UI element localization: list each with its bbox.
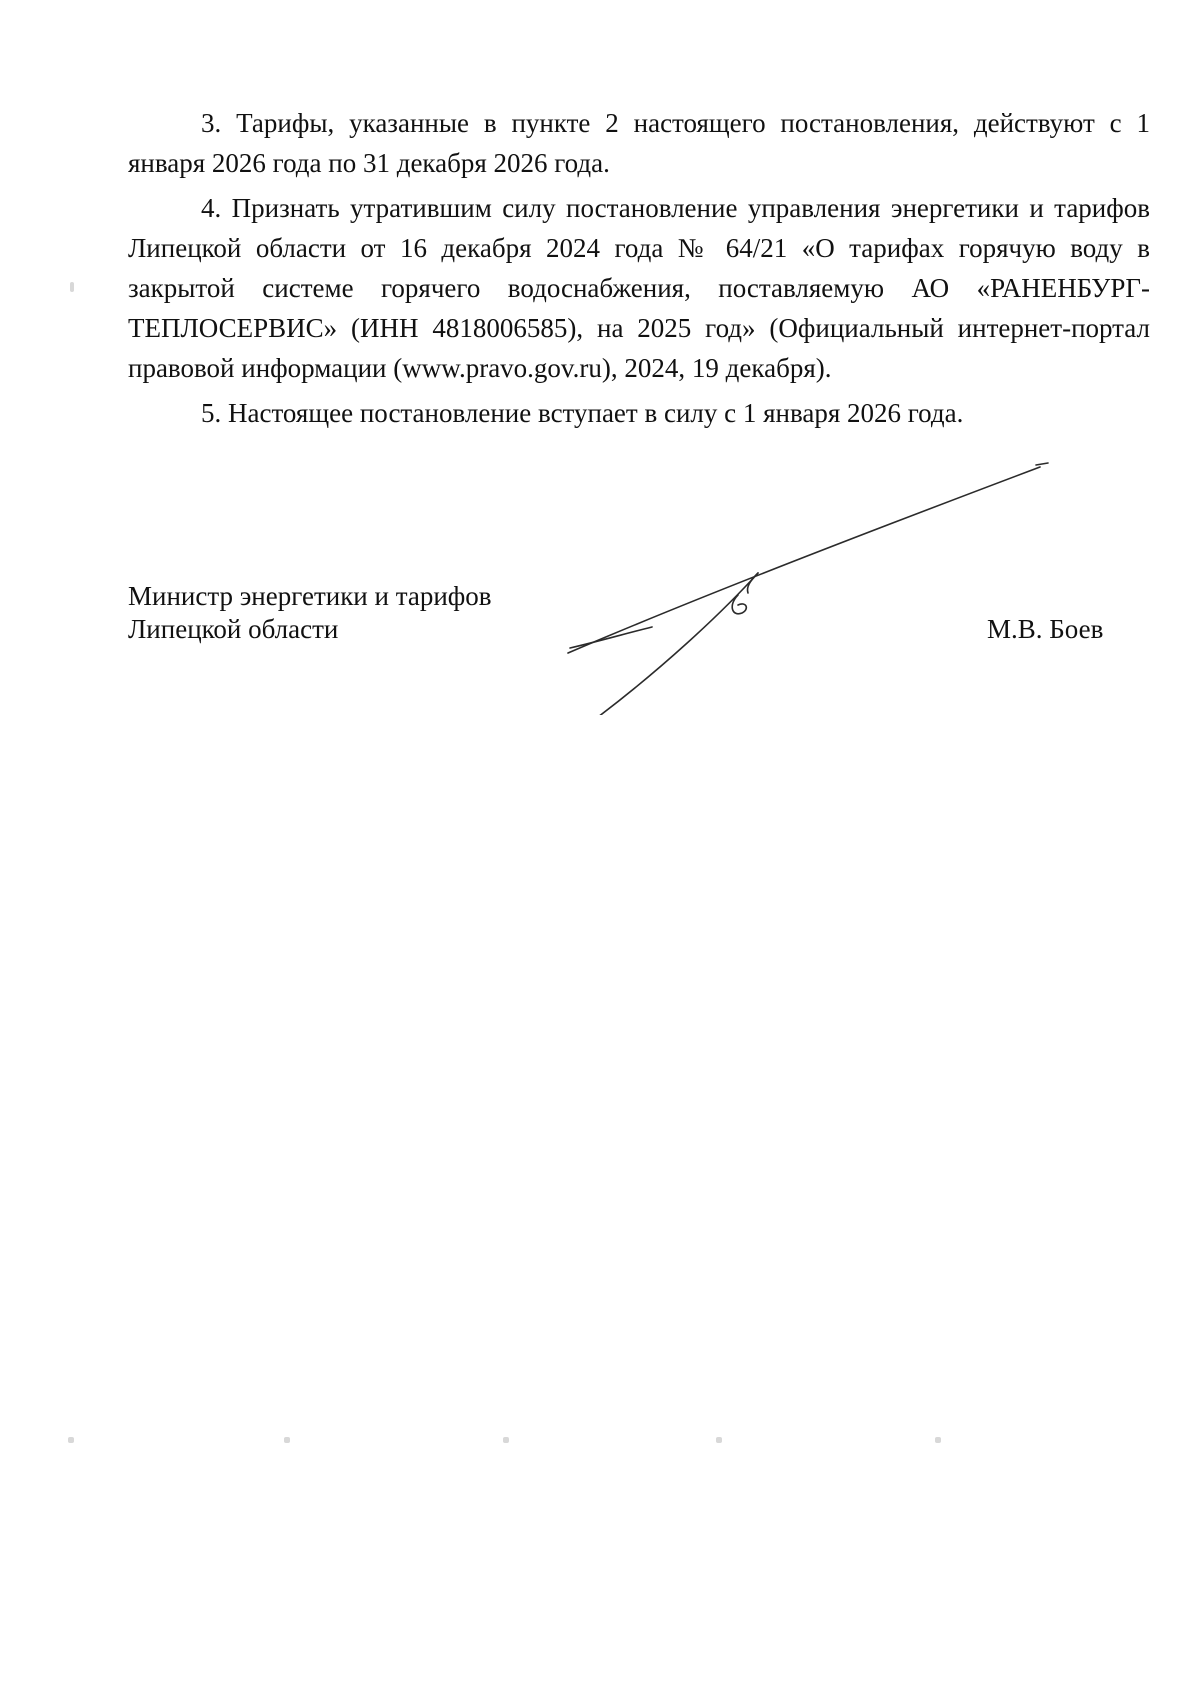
scan-speck bbox=[935, 1437, 941, 1443]
handwritten-signature bbox=[560, 455, 1050, 715]
paragraph-5: 5. Настоящее постановление вступает в силу с 1 января 2026 года. bbox=[201, 398, 964, 428]
scan-speck bbox=[716, 1437, 722, 1443]
scan-speck bbox=[503, 1437, 509, 1443]
scan-speck bbox=[284, 1437, 290, 1443]
signatory-title bbox=[128, 580, 492, 646]
signatory-title-line1: Министр энергетики и тарифов bbox=[128, 581, 492, 611]
document-body bbox=[128, 103, 1150, 438]
paragraph-3: 3. Тарифы, указанные в пункте 2 настоящего постановления, действуют с 1 января 2026 года по 31 декабря 2026 года. bbox=[128, 108, 1150, 178]
signatory-name: М.В. Боев bbox=[987, 614, 1104, 644]
scan-speck bbox=[68, 1437, 74, 1443]
signatory-title-line2: Липецкой области bbox=[128, 614, 339, 644]
scan-speck bbox=[70, 282, 74, 292]
paragraph-4: 4. Признать утратившим силу постановление управления энергетики и тарифов Липецкой области от 16 декабря 2024 года № 64/21 «О тарифах горячую воду в закрытой системе горячего водоснабжения, поставляемую АО «РАНЕНБУРГ-ТЕПЛОСЕРВИС» (ИНН 4818006585), на 2025 год» (Официальный интернет-портал правовой информации (www.pravo.gov.ru), 2024, 19 декабря). bbox=[128, 193, 1150, 383]
